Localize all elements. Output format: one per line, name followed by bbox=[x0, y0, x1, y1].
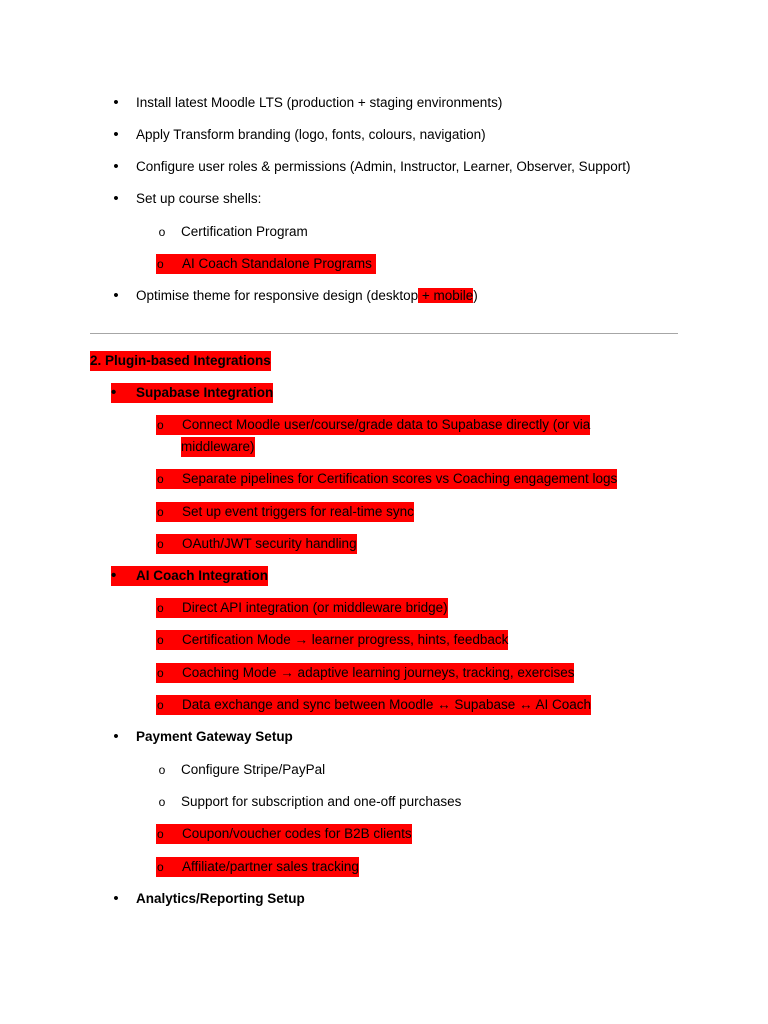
ai-coach-item-api bbox=[156, 598, 448, 618]
list-item-install: Install latest Moodle LTS (production + staging environments) bbox=[136, 95, 503, 110]
sub-item-ai-coach-standalone bbox=[156, 254, 376, 274]
circle-bullet-icon bbox=[155, 760, 169, 780]
circle-bullet-icon bbox=[156, 598, 182, 618]
supabase-item-pipelines bbox=[156, 469, 617, 489]
list-item-optimise bbox=[136, 286, 478, 306]
circle-bullet-icon bbox=[156, 663, 182, 683]
circle-bullet-icon bbox=[156, 469, 182, 489]
supabase-title: Supabase Integration bbox=[136, 385, 274, 400]
bullet-icon bbox=[111, 383, 136, 403]
bullet-icon bbox=[111, 566, 136, 586]
supabase-item-text: Connect Moodle user/course/grade data to Supabase directly (or via bbox=[182, 417, 591, 432]
optimise-text: Optimise theme for responsive design (desktop bbox=[136, 288, 419, 303]
supabase-item-oauth bbox=[156, 534, 357, 554]
circle-bullet-icon bbox=[155, 222, 169, 242]
supabase-item-text: Set up event triggers for real-time sync bbox=[182, 504, 414, 519]
circle-bullet-icon bbox=[156, 857, 182, 877]
payment-item-stripe: Configure Stripe/PayPal bbox=[181, 762, 326, 777]
optimise-close: ) bbox=[473, 288, 478, 303]
ai-coach-item-text: Certification Mode → learner progress, hints, feedback bbox=[182, 632, 509, 647]
payment-item-subscription: Support for subscription and one-off purchases bbox=[181, 794, 462, 809]
ai-coach-item-text: Data exchange and sync between Moodle ↔ Supabase ↔ AI Coach bbox=[182, 697, 592, 712]
bullet-icon bbox=[109, 189, 123, 209]
ai-coach-title: AI Coach Integration bbox=[136, 568, 269, 583]
section-heading: 2. Plugin-based Integrations bbox=[90, 351, 271, 371]
ai-coach-item-coaching bbox=[156, 663, 574, 683]
bullet-icon bbox=[109, 286, 123, 306]
payment-item-text: Affiliate/partner sales tracking bbox=[182, 859, 359, 874]
bullet-icon bbox=[109, 125, 123, 145]
payment-item-text: Coupon/voucher codes for B2B clients bbox=[182, 826, 412, 841]
ai-coach-heading bbox=[111, 566, 268, 586]
circle-bullet-icon bbox=[156, 695, 182, 715]
supabase-item-text: Separate pipelines for Certification scores vs Coaching engagement logs bbox=[182, 471, 618, 486]
payment-item-affiliate bbox=[156, 857, 359, 877]
list-item-roles: Configure user roles & permissions (Admin, Instructor, Learner, Observer, Support) bbox=[136, 159, 631, 174]
supabase-item-text: OAuth/JWT security handling bbox=[182, 536, 357, 551]
circle-bullet-icon bbox=[156, 534, 182, 554]
supabase-heading bbox=[111, 383, 273, 403]
ai-coach-item-certification bbox=[156, 630, 508, 650]
circle-bullet-icon bbox=[156, 630, 182, 650]
ai-coach-item-text: Direct API integration (or middleware bridge) bbox=[182, 600, 448, 615]
optimise-highlight: + mobile bbox=[418, 288, 474, 303]
ai-coach-item-sync bbox=[156, 695, 591, 715]
payment-heading: Payment Gateway Setup bbox=[136, 729, 293, 744]
bullet-icon bbox=[109, 93, 123, 113]
horizontal-divider bbox=[90, 333, 678, 334]
bullet-icon bbox=[109, 157, 123, 177]
circle-bullet-icon bbox=[156, 824, 182, 844]
analytics-heading: Analytics/Reporting Setup bbox=[136, 891, 305, 906]
sub-item-certification: Certification Program bbox=[181, 224, 308, 239]
circle-bullet-icon bbox=[156, 502, 182, 522]
bullet-icon bbox=[109, 727, 123, 747]
supabase-item-connect-cont: middleware) bbox=[181, 437, 255, 457]
circle-bullet-icon bbox=[156, 415, 182, 435]
sub-item-ai-coach-label: AI Coach Standalone Programs bbox=[182, 256, 372, 271]
bullet-icon bbox=[109, 889, 123, 909]
ai-coach-item-text: Coaching Mode → adaptive learning journeys, tracking, exercises bbox=[182, 665, 575, 680]
supabase-item-connect bbox=[156, 415, 590, 435]
list-item-shells: Set up course shells: bbox=[136, 191, 262, 206]
list-item-branding: Apply Transform branding (logo, fonts, colours, navigation) bbox=[136, 127, 486, 142]
supabase-item-triggers bbox=[156, 502, 414, 522]
circle-bullet-icon bbox=[155, 792, 169, 812]
payment-item-coupon bbox=[156, 824, 412, 844]
circle-bullet-icon bbox=[156, 254, 182, 274]
